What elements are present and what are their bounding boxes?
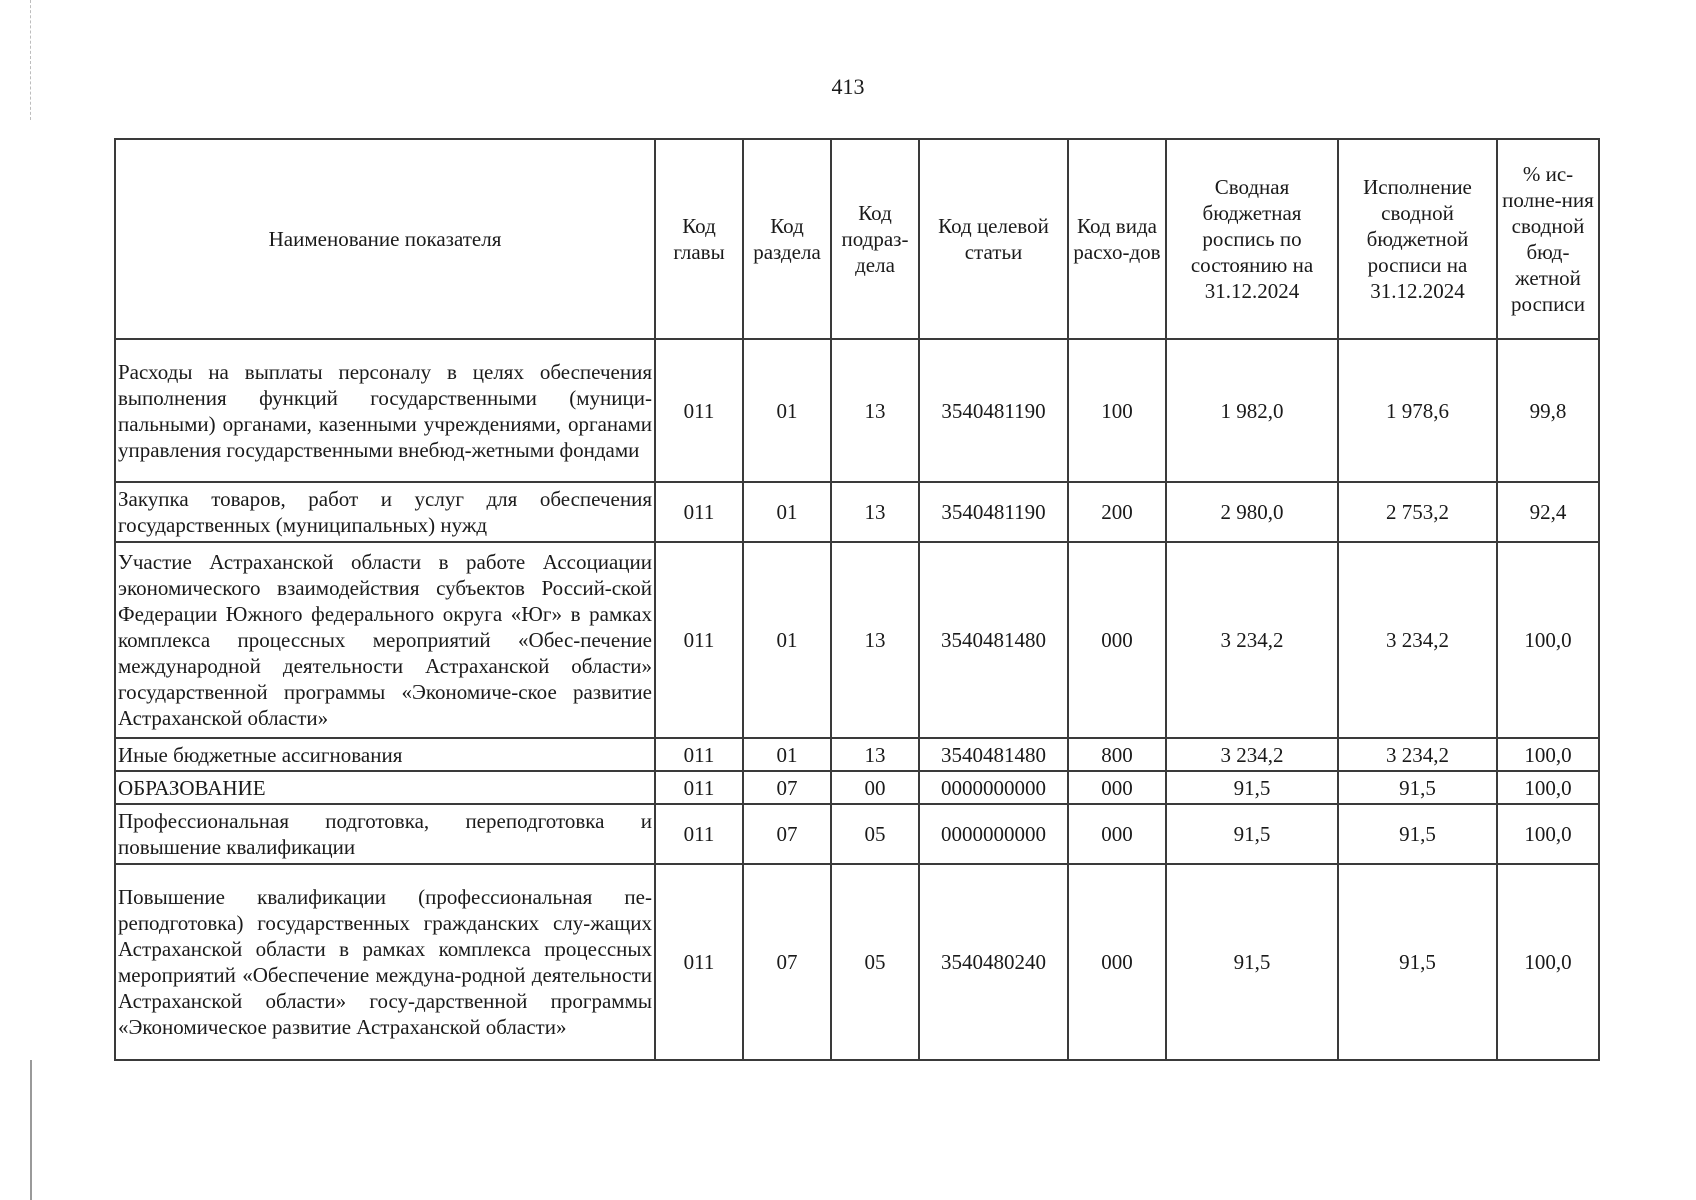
page-number: 413 [831,74,865,99]
row-name: Профессиональная подготовка, переподготовка и повышение квалификации [115,804,655,864]
row-target-code: 3540481480 [919,542,1068,738]
row-chapter-code: 011 [655,738,743,771]
row-subsection-code: 13 [831,482,919,542]
row-expense-type-code: 800 [1068,738,1166,771]
row-name: Участие Астраханской области в работе Ассоциации экономического взаимодействия субъектов Россий-ской Федерации Южного федерального округа «Юг» в рамках комплекса процессных мероприятий «Обес-печение международной деятельности Астраханской области» государственной программы «Экономиче-ское развитие Астраханской области» [115,542,655,738]
table-row [115,542,1599,738]
row-name: ОБРАЗОВАНИЕ [115,771,655,804]
row-execution-percent: 100,0 [1497,864,1599,1060]
row-budget-execution: 3 234,2 [1338,738,1497,771]
row-target-code: 3540481480 [919,738,1068,771]
row-budget-plan: 1 982,0 [1166,339,1338,482]
row-budget-execution: 2 753,2 [1338,482,1497,542]
row-expense-type-code: 000 [1068,771,1166,804]
row-subsection-code: 00 [831,771,919,804]
row-target-code: 3540481190 [919,339,1068,482]
header-execution-percent: % ис-полне-ния сводной бюд-жетной росписи [1497,139,1599,339]
row-section-code: 01 [743,738,831,771]
row-budget-plan: 2 980,0 [1166,482,1338,542]
row-chapter-code: 011 [655,482,743,542]
table-row [115,339,1599,482]
row-name: Повышение квалификации (профессиональная пе-реподготовка) государственных гражданских слу-жащих Астраханской области в рамках комплекса процессных мероприятий «Обеспечение междуна-родной деятельности Астраханской области» госу-дарственной программы «Экономическое развитие Астраханской области» [115,864,655,1060]
row-expense-type-code: 100 [1068,339,1166,482]
table-row [115,771,1599,804]
row-budget-execution: 1 978,6 [1338,339,1497,482]
row-chapter-code: 011 [655,771,743,804]
row-budget-plan: 3 234,2 [1166,542,1338,738]
header-section-code: Код раздела [743,139,831,339]
table-row [115,864,1599,1060]
table-row [115,738,1599,771]
row-chapter-code: 011 [655,804,743,864]
row-section-code: 01 [743,339,831,482]
scan-margin-line [30,0,31,120]
row-section-code: 01 [743,542,831,738]
header-chapter-code: Код главы [655,139,743,339]
row-subsection-code: 05 [831,804,919,864]
row-expense-type-code: 000 [1068,804,1166,864]
row-chapter-code: 011 [655,542,743,738]
row-subsection-code: 05 [831,864,919,1060]
row-budget-plan: 91,5 [1166,864,1338,1060]
row-budget-execution: 91,5 [1338,804,1497,864]
row-budget-execution: 3 234,2 [1338,542,1497,738]
row-budget-plan: 3 234,2 [1166,738,1338,771]
row-section-code: 07 [743,864,831,1060]
row-section-code: 07 [743,771,831,804]
row-budget-plan: 91,5 [1166,804,1338,864]
table-header-row [115,139,1599,339]
table-row [115,482,1599,542]
header-subsection-code: Код подраз-дела [831,139,919,339]
row-budget-execution: 91,5 [1338,864,1497,1060]
row-section-code: 01 [743,482,831,542]
row-target-code: 3540481190 [919,482,1068,542]
row-execution-percent: 100,0 [1497,771,1599,804]
header-target-code: Код целевой статьи [919,139,1068,339]
row-subsection-code: 13 [831,542,919,738]
header-expense-type-code: Код вида расхо-дов [1068,139,1166,339]
row-execution-percent: 100,0 [1497,542,1599,738]
row-section-code: 07 [743,804,831,864]
header-name: Наименование показателя [115,139,655,339]
budget-execution-table [114,138,1600,1061]
row-budget-plan: 91,5 [1166,771,1338,804]
row-execution-percent: 100,0 [1497,804,1599,864]
scan-margin-edge [30,1060,32,1200]
row-target-code: 0000000000 [919,771,1068,804]
row-name: Расходы на выплаты персоналу в целях обеспечения выполнения функций государственными (муници-пальными) органами, казенными учреждениями, органами управления государственными внебюд-жетными фондами [115,339,655,482]
row-target-code: 3540480240 [919,864,1068,1060]
row-budget-execution: 91,5 [1338,771,1497,804]
row-name: Иные бюджетные ассигнования [115,738,655,771]
row-target-code: 0000000000 [919,804,1068,864]
row-name: Закупка товаров, работ и услуг для обеспечения государственных (муниципальных) нужд [115,482,655,542]
row-execution-percent: 99,8 [1497,339,1599,482]
row-expense-type-code: 200 [1068,482,1166,542]
row-expense-type-code: 000 [1068,542,1166,738]
row-execution-percent: 100,0 [1497,738,1599,771]
row-subsection-code: 13 [831,738,919,771]
row-expense-type-code: 000 [1068,864,1166,1060]
header-budget-plan: Сводная бюджетная роспись по состоянию на 31.12.2024 [1166,139,1338,339]
row-chapter-code: 011 [655,339,743,482]
row-execution-percent: 92,4 [1497,482,1599,542]
table-row [115,804,1599,864]
header-budget-execution: Исполнение сводной бюджетной росписи на 31.12.2024 [1338,139,1497,339]
row-chapter-code: 011 [655,864,743,1060]
row-subsection-code: 13 [831,339,919,482]
